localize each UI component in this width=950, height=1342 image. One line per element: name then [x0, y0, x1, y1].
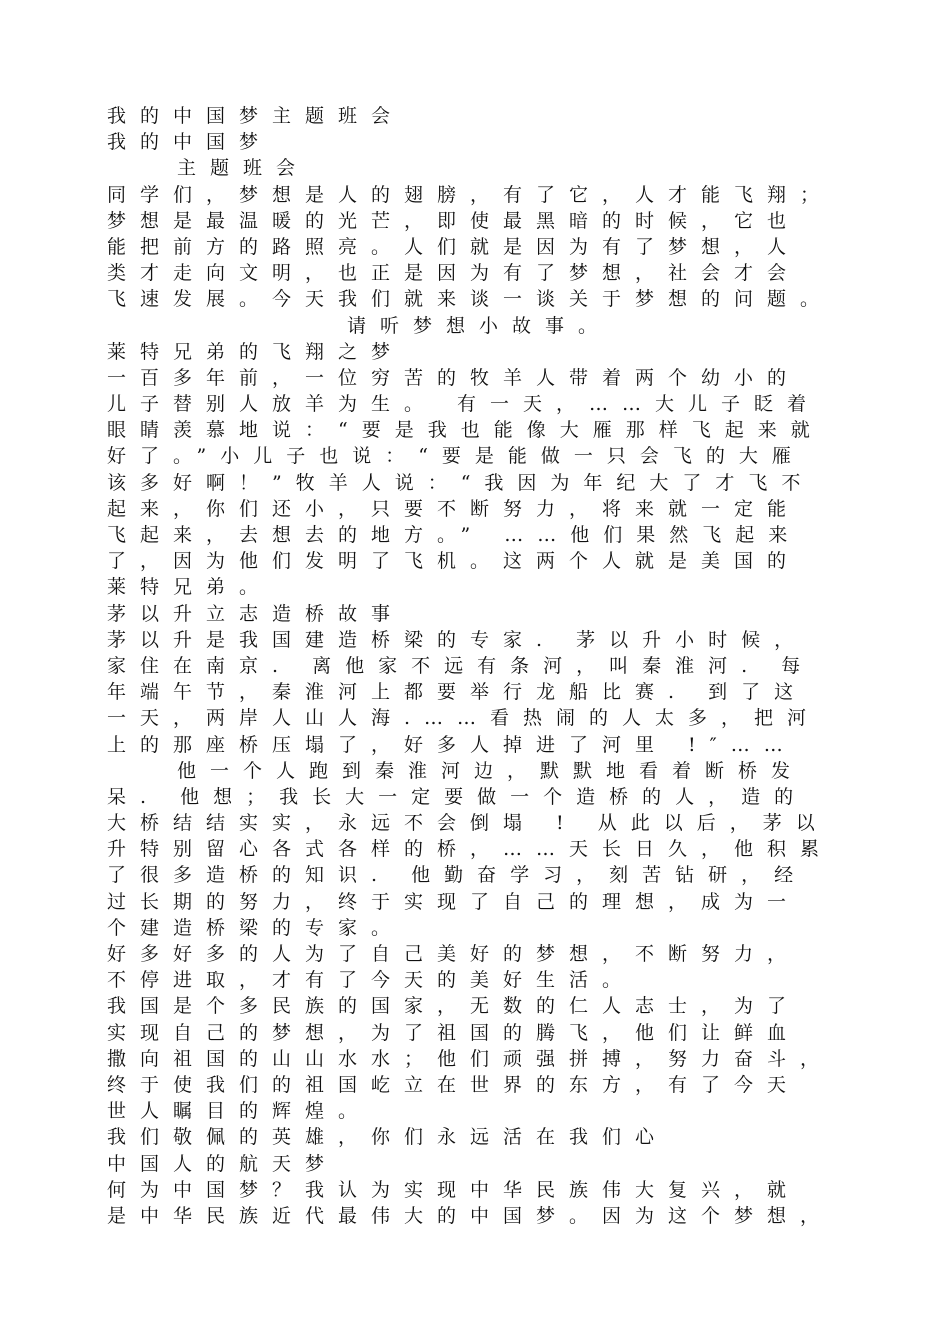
section-heading: 莱特兄弟的飞翔之梦	[107, 340, 405, 363]
text-line-indented: 他一个人跑到秦淮河边，默默地看着断桥发	[177, 759, 805, 782]
text-line: 不停进取，才有了今天的美好生活。	[107, 969, 636, 992]
text-line: 我们敬佩的英雄，你们永远活在我们心	[107, 1126, 669, 1149]
text-line: 好多好多的人为了自己美好的梦想，不断努力，	[107, 943, 801, 965]
document-body	[107, 103, 867, 1229]
text-line: 一百多年前，一位穷苦的牧羊人带着两个幼小的	[107, 366, 801, 389]
text-line: 年端午节，秦淮河上都要举行龙船比赛. 到了这	[107, 681, 808, 704]
text-line: 家住在南京. 离他家不远有条河，叫秦淮河. 每	[107, 654, 815, 677]
text-line: 莱特兄弟。	[107, 576, 273, 599]
text-line: 是中华民族近代最伟大的中国梦。因为这个梦想，	[107, 1204, 834, 1227]
text-line: 撒向祖国的山山水水；他们顽强拼搏，努力奋斗，	[107, 1047, 834, 1070]
text-line: 过长期的努力，终于实现了自己的理想，成为一	[107, 890, 801, 913]
text-line-centered: 请听梦想小故事。	[347, 314, 612, 337]
text-line: 一天，两岸人山人海.……看热闹的人太多，把河	[107, 707, 821, 730]
text-line: 同学们，梦想是人的翅膀，有了它，人才能飞翔；	[107, 183, 834, 206]
text-line: 个建造桥梁的专家。	[107, 916, 405, 939]
text-line: 世人瞩目的辉煌。	[107, 1100, 372, 1123]
text-line: 何为中国梦？我认为实现中华民族伟大复兴，就	[107, 1178, 801, 1201]
text-line: 升特别留心各式各样的桥，……天长日久，他积累	[107, 838, 834, 861]
text-line: 能把前方的路照亮。人们就是因为有了梦想，人	[107, 235, 801, 258]
text-line: 起来，你们还小，只要不断努力，将来就一定能	[107, 497, 801, 520]
heading-line: 我的中国梦	[107, 131, 273, 154]
section-heading: 中国人的航天梦	[107, 1152, 339, 1175]
text-line: 类才走向文明，也正是因为有了梦想，社会才会	[107, 262, 801, 285]
text-line: 了，因为他们发明了飞机。这两个人就是美国的	[107, 550, 801, 573]
text-line: 好了。”小儿子也说：“要是能做一只会飞的大雁	[107, 445, 805, 468]
text-line: 实现自己的梦想，为了祖国的腾飞，他们让鲜血	[107, 1021, 801, 1044]
text-line: 该多好啊！”牧羊人说：“我因为年纪大了才飞不	[107, 471, 815, 494]
subheading-line: 主题班会	[177, 157, 310, 180]
text-line: 呆. 他想；我长大一定要做一个造桥的人，造的	[107, 785, 808, 808]
text-line: 茅以升是我国建造桥梁的专家. 茅以升小时候，	[107, 628, 808, 651]
section-heading: 茅以升立志造桥故事	[107, 602, 405, 625]
document-title: 我的中国梦主题班会	[107, 105, 405, 127]
text-line: 终于使我们的祖国屹立在世界的东方，有了今天	[107, 1073, 801, 1096]
text-line: 梦想是最温暖的光芒，即使最黑暗的时候，它也	[107, 209, 801, 232]
text-line: 了很多造桥的知识. 他勤奋学习，刻苦钻研，经	[107, 864, 808, 887]
text-line: 我国是个多民族的国家，无数的仁人志士，为了	[107, 995, 801, 1018]
text-line: 上的那座桥压塌了，好多人掉进了河里 !″……	[107, 733, 797, 756]
text-line: 飞速发展。今天我们就来谈一谈关于梦想的问题。	[107, 288, 834, 311]
text-line: 飞起来，去想去的地方。” ……他们果然飞起来	[107, 524, 802, 546]
text-line: 大桥结结实实，永远不会倒塌 ! 从此以后，茅以	[107, 812, 829, 835]
text-line: 儿子替别人放羊为生。 有一天，……大儿子眨着	[107, 393, 821, 416]
text-line: 眼睛羡慕地说：“要是我也能像大雁那样飞起来就	[107, 419, 824, 442]
